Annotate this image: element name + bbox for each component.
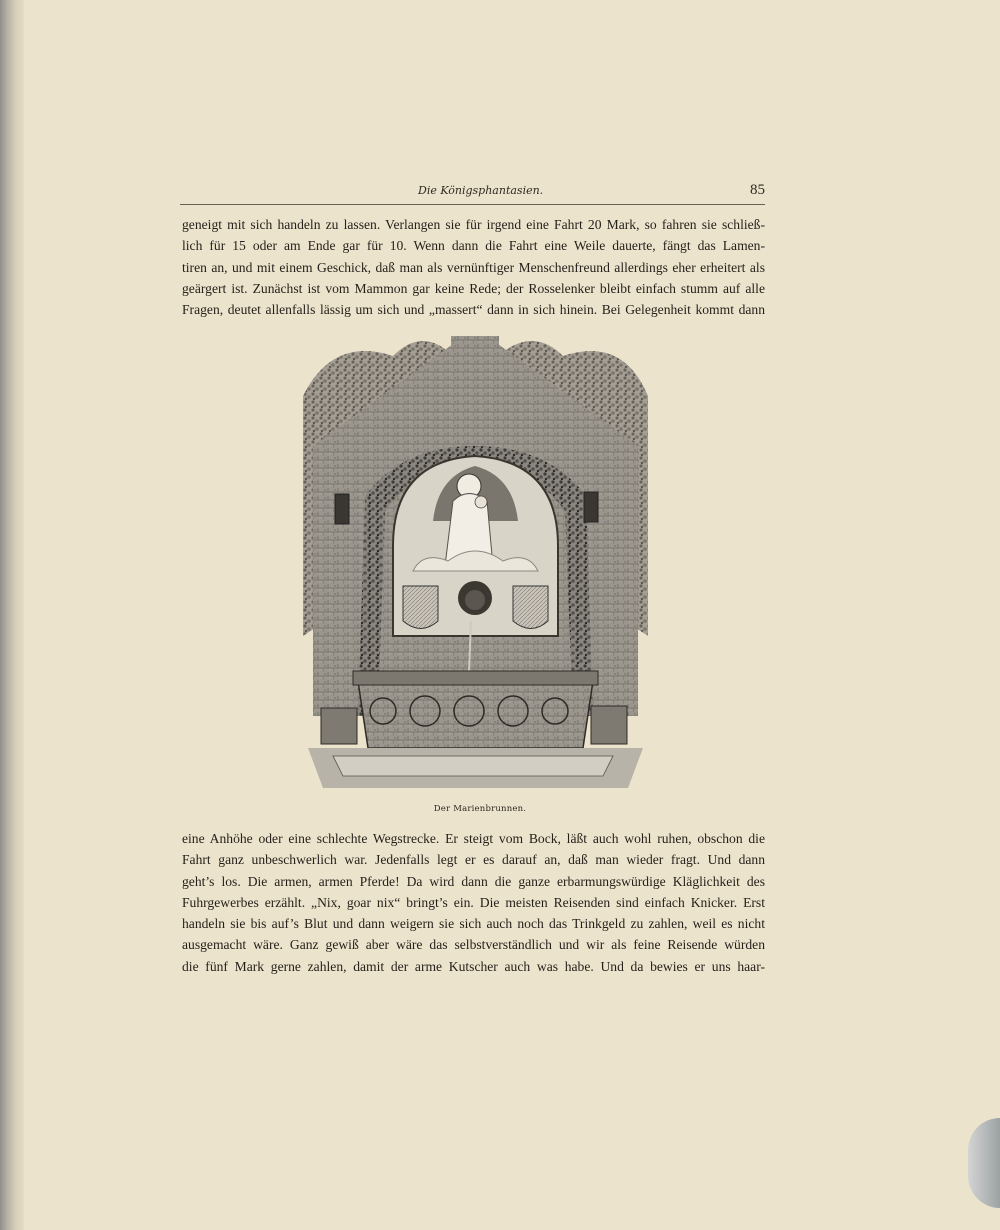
fountain-illustration [303, 336, 648, 788]
text-line: geärgert ist. Zunächst ist vom Mammon gar keine Rede; der Rosselenker bleibt einfach stumm auf alle [182, 280, 765, 296]
text-line: geneigt mit sich handeln zu lassen. Verlangen sie für irgend eine Fahrt 20 Mark, so fahren sie schließ- [182, 217, 765, 232]
text-line: Fahrt ganz unbeschwerlich war. Jedenfalls legt er es darauf an, daß man wieder fragt. Und dann [182, 852, 765, 868]
text-line: Fuhrgewerbes erzählt. „Nix, goar nix“ bringt’s ein. Die meisten Reisenden sind einfach Knicker. Erst [182, 894, 765, 910]
text-line: lich für 15 oder am Ende gar für 10. Wenn dann die Fahrt eine Weile dauerte, fängt das Lamen- [182, 238, 765, 254]
page-header [180, 182, 765, 205]
running-title: Die Königsphantasien. [418, 184, 544, 197]
paragraph-bottom [182, 828, 765, 977]
paragraph-top [182, 214, 765, 320]
text-line: tiren an, und mit einem Geschick, daß man als vernünftiger Menschenfreund allerdings eher erheitert als [182, 259, 765, 275]
text-line: die fünf Mark gerne zahlen, damit der arme Kutscher auch was habe. Und da bewies er uns haar- [182, 958, 765, 974]
text-line: geht’s los. Die armen, armen Pferde! Da wird dann die ganze erbarmungswürdige Kläglichkeit des [182, 873, 765, 889]
text-line: eine Anhöhe oder eine schlechte Wegstrecke. Er steigt vom Bock, läßt auch wohl ruhen, obschon die [182, 831, 765, 846]
book-binding-edge [0, 0, 24, 1230]
text-line: Fragen, deutet allenfalls lässig um sich und „massert“ dann in sich hinein. Bei Gelegenheit kommt dann [182, 302, 765, 318]
text-line: handeln sie bis auf’s Blut und dann weigern sie sich auch noch das Trinkgeld zu zahlen, weil es nicht [182, 916, 765, 932]
figure-caption: Der Marienbrunnen. [433, 804, 527, 814]
text-line: ausgemacht wäre. Ganz gewiß aber wäre das selbstverständlich und wir als feine Reisende würden [182, 937, 765, 953]
page-number: 85 [750, 182, 765, 198]
